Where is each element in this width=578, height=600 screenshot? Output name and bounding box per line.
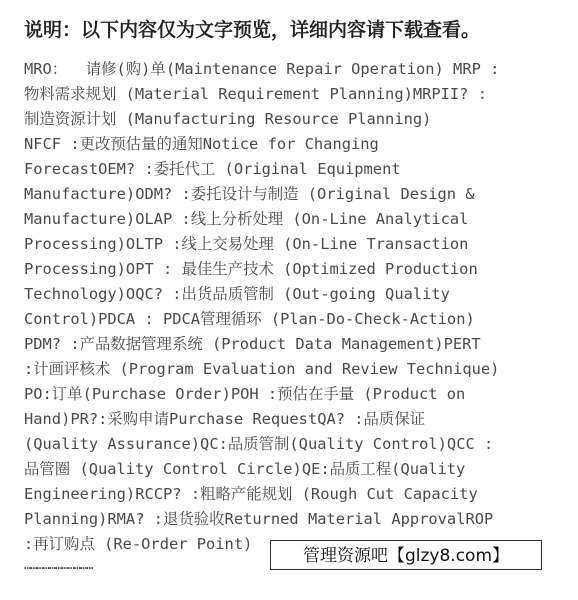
text-line: Processing)OPT : 最佳生产技术 (Optimized Production [24,260,478,278]
text-line: (Quality Assurance)QC:品质管制(Quality Control)QCC : [24,435,494,453]
watermark-banner: 管理资源吧【glzy8.com】 [270,540,542,570]
text-line: Processing)OLTP :线上交易处理 (On-Line Transaction [24,235,469,253]
text-line: Hand)PR?:采购申请Purchase RequestQA? :品质保证 [24,410,426,428]
text-line: :计画评核术 (Program Evaluation and Review Technique) [24,360,500,378]
text-line: 制造资源计划 (Manufacturing Resource Planning) [24,110,432,128]
truncation-ellipsis: …………………………… [24,558,93,572]
text-line: MRO： 请修(购)单(Maintenance Repair Operation) MRP : [24,60,500,78]
text-line: 物料需求规划 (Material Requirement Planning)MRPII? : [24,85,487,103]
preview-notice: 说明：以下内容仅为文字预览，详细内容请下载查看。 [24,19,481,41]
text-line: Manufacture)OLAP :线上分析处理 (On-Line Analytical [24,210,469,228]
text-line: ForecastOEM? :委托代工 (Original Equipment [24,160,401,178]
text-line: PO:订单(Purchase Order)POH :预估在手量 (Product on [24,385,466,403]
text-line: Technology)OQC? :出货品质管制 (Out-going Quality [24,285,450,303]
document-body [24,57,564,557]
text-line: Control)PDCA : PDCA管理循环 (Plan-Do-Check-Action) [24,310,475,328]
text-line: NFCF :更改预估量的通知Notice for Changing [24,135,379,153]
text-line: :再订购点 (Re-Order Point) [24,535,253,553]
text-line: 品管圈 (Quality Control Circle)QE:品质工程(Quality [24,460,466,478]
text-line: PDM? :产品数据管理系统 (Product Data Management)PERT [24,335,481,353]
text-line: Engineering)RCCP? :粗略产能规划 (Rough Cut Capacity [24,485,478,503]
text-line: Planning)RMA? :退货验收Returned Material ApprovalROP [24,510,494,528]
text-line: Manufacture)ODM? :委托设计与制造 (Original Design & [24,185,475,203]
